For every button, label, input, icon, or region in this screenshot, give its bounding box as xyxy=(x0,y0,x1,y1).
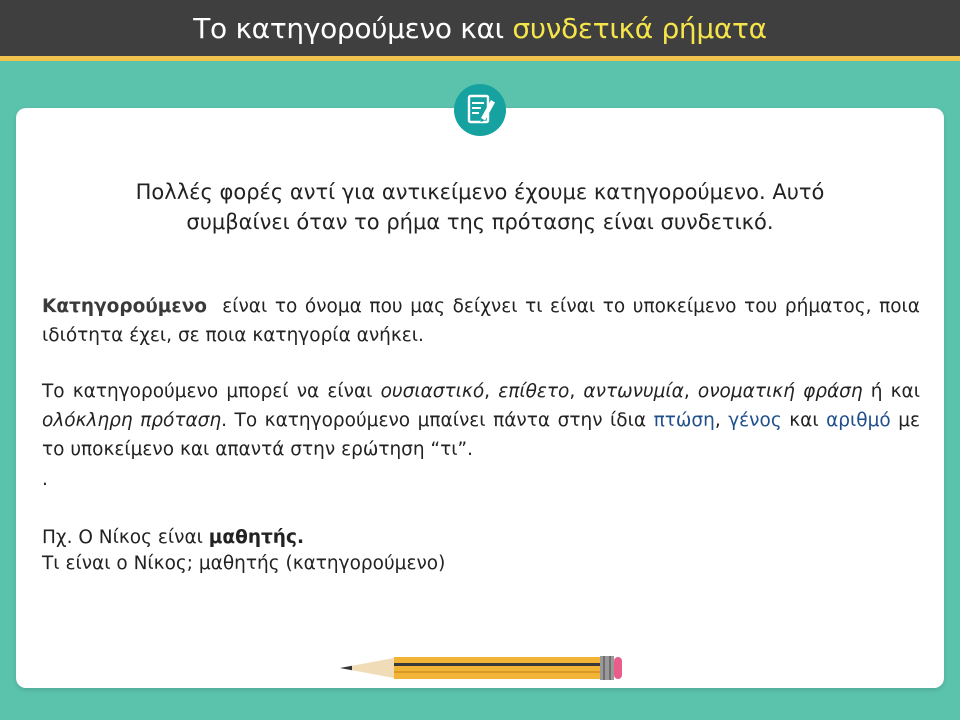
example-prefix: Πχ. Ο Νίκος είναι xyxy=(42,527,209,548)
example-predicate: μαθητής. xyxy=(208,527,304,548)
header-title-main: Το κατηγορούμενο και xyxy=(193,12,513,45)
definition-text: είναι το όνομα που μας δείχνει τι είναι το υποκείμενο του ρήματος, ποια ιδιότητα έχει, σε ποια κατηγορία ανήκει. xyxy=(42,296,926,346)
definition-paragraph xyxy=(42,292,926,350)
intro-line-2: συμβαίνει όταν το ρήμα της πρότασης είναι συνδετικό. xyxy=(186,210,774,234)
forms-text-3: . Το κατηγορούμενο μπαίνει πάντα στην ίδια xyxy=(221,410,654,431)
intro-line-1: Πολλές φορές αντί για αντικείμενο έχουμε κατηγορούμενο. Αυτό xyxy=(135,180,825,204)
forms-adjective: επίθετο xyxy=(498,381,570,402)
forms-case: πτώση xyxy=(653,410,715,431)
forms-number: αριθμό xyxy=(826,410,891,431)
forms-text-1: Το κατηγορούμενο μπορεί να είναι xyxy=(42,381,381,402)
notepad-pencil-icon xyxy=(454,84,506,136)
forms-sep-4: , xyxy=(714,410,729,431)
pencil-icon xyxy=(338,652,628,684)
forms-noun-phrase: ονοματική φράση xyxy=(697,381,863,402)
forms-paragraph xyxy=(42,377,920,464)
definition-term: Κατηγορούμενο xyxy=(42,296,208,317)
forms-sep-1: , xyxy=(484,381,499,402)
example-line-2: Τι είναι ο Νίκος; μαθητής (κατηγορούμενο) xyxy=(42,553,446,574)
forms-text-2: ή και xyxy=(862,381,920,402)
header-title-highlight: συνδετικά ρήματα xyxy=(512,12,767,45)
forms-text-4: και xyxy=(781,410,827,431)
forms-sep-2: , xyxy=(569,381,584,402)
forms-clause: ολόκληρη πρόταση xyxy=(42,410,222,431)
forms-text-5: με το υποκείμενο και απαντά στην ερώτηση “τι”. xyxy=(42,410,921,460)
stray-dot: . xyxy=(42,469,48,490)
forms-noun: ουσιαστικό xyxy=(380,381,485,402)
example-line-1 xyxy=(42,523,920,552)
forms-gender: γένος xyxy=(728,410,782,431)
page-header xyxy=(0,0,960,61)
forms-sep-3: , xyxy=(683,381,698,402)
forms-pronoun: αντωνυμία xyxy=(583,381,684,402)
intro-paragraph xyxy=(40,177,920,237)
